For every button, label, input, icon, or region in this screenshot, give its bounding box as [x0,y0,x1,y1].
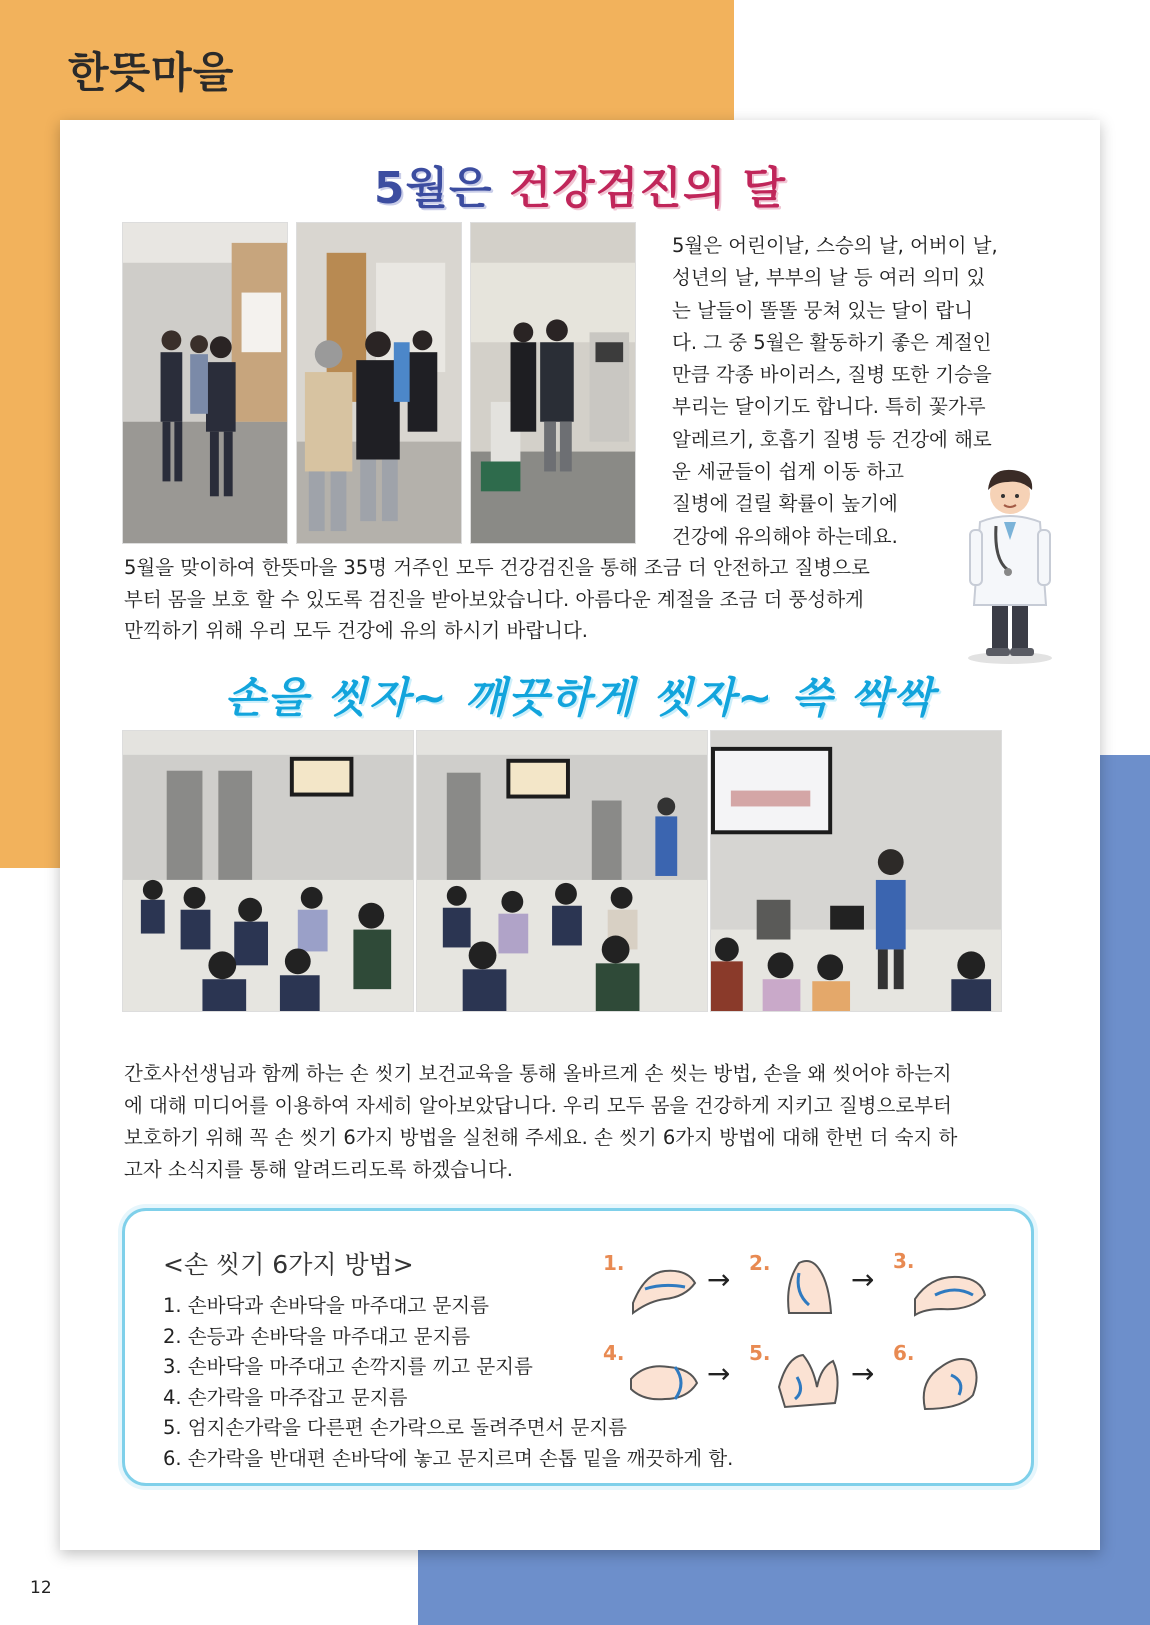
method-item: 4. 손가락을 마주잡고 문지름 [163,1385,408,1409]
step-number: 2. [749,1251,771,1275]
method-item: 5. 엄지손가락을 다른편 손가락으로 돌려주면서 문지름 [163,1416,628,1439]
checkup-photo-exam-room [470,222,636,544]
arrow-icon: → [851,1357,875,1390]
handwash-education-text: 간호사선생님과 함께 하는 손 씻기 보건교육을 통해 올바르게 손 씻는 방법, 손을 왜 씻어야 하는지 에 대해 미디어를 이용하여 자세히 알아보았답니다. 우리 모두 몸을 건강하게 지키고 질병으로부터 보호하기 위해 꼭 손 씻기 6가지 방법을 실천해 주세요. 손 씻기 6가지 방법에 대해 한번 더 숙지 하 고자 소식지를 통해 알려드리도록 하겠습니다. [124,1062,958,1181]
step-number: 5. [749,1341,771,1365]
methods-title: <손 씻기 6가지 방법> [163,1250,414,1279]
checkup-title-part1: 5월은 [373,163,493,214]
checkup-title [60,152,1100,216]
education-photo-3 [710,730,1002,1012]
step-number: 3. [893,1249,915,1273]
checkup-intro-text: 5월은 어린이날, 스승의 날, 어버이 날, 성년의 날, 부부의 날 등 여러 의미 있 는 날들이 똘똘 뭉쳐 있는 달이 랍니 다. 그 중 5월은 활동하기 좋은 계절인 만큼 각종 바이러스, 질병 또한 기승을 부리는 달이기도 합니다. 특히 꽃가루 알레르기, 호흡기 질병 등 건강에 해로 운 세균들이 쉽게 이동 하고 질병에 걸릴 확률이 높기에 건강에 유의해야 하는데요. [672,234,998,548]
checkup-photo-line [296,222,462,544]
step-number: 6. [893,1341,915,1365]
page-number: 12 [30,1578,52,1598]
checkup-title-part2: 건강검진의 달 [508,163,787,214]
checkup-photo-hallway [122,222,288,544]
method-item: 3. 손바닥을 마주대고 손깍지를 끼고 문지름 [163,1355,533,1378]
method-item: 2. 손등과 손바닥을 마주대고 문지름 [163,1324,471,1348]
step-number: 4. [603,1341,625,1365]
arrow-icon: → [707,1357,731,1390]
step-number: 1. [603,1251,625,1275]
hands-interlaced-fingers-icon [911,1255,989,1321]
arrow-icon: → [851,1263,875,1296]
method-item: 6. 손가락을 반대편 손바닥에 놓고 문지르며 손톱 밑을 깨끗하게 함. [163,1446,734,1470]
hands-fingers-locked-icon [625,1349,703,1415]
handwash-title: 손을 씻자~ 깨끗하게 씻자~ 쓱 싹싹 [224,673,936,722]
handwash-methods-box [122,1208,1034,1486]
hands-back-of-hand-icon [769,1253,847,1319]
village-name: 한뜻마을 [68,48,235,97]
arrow-icon: → [707,1263,731,1296]
method-item: 1. 손바닥과 손바닥을 마주대고 문지름 [163,1294,489,1317]
hands-thumb-rotation-icon [769,1347,847,1413]
content-card [60,120,1100,1550]
education-photo-2 [416,730,708,1012]
education-photo-1 [122,730,414,1012]
handwash-steps-illustration [603,1249,1003,1429]
checkup-summary-text: 5월을 맞이하여 한뜻마을 35명 거주인 모두 건강검진을 통해 조금 더 안전하고 질병으로 부터 몸을 보호 할 수 있도록 검진을 받아보았습니다. 아름다운 계절을 조금 더 풍성하게 만끽하기 위해 우리 모두 건강에 유의 하시기 바랍니다. [124,556,870,642]
hands-palm-to-palm-icon [625,1253,703,1319]
hands-fingertips-icon [911,1347,989,1413]
